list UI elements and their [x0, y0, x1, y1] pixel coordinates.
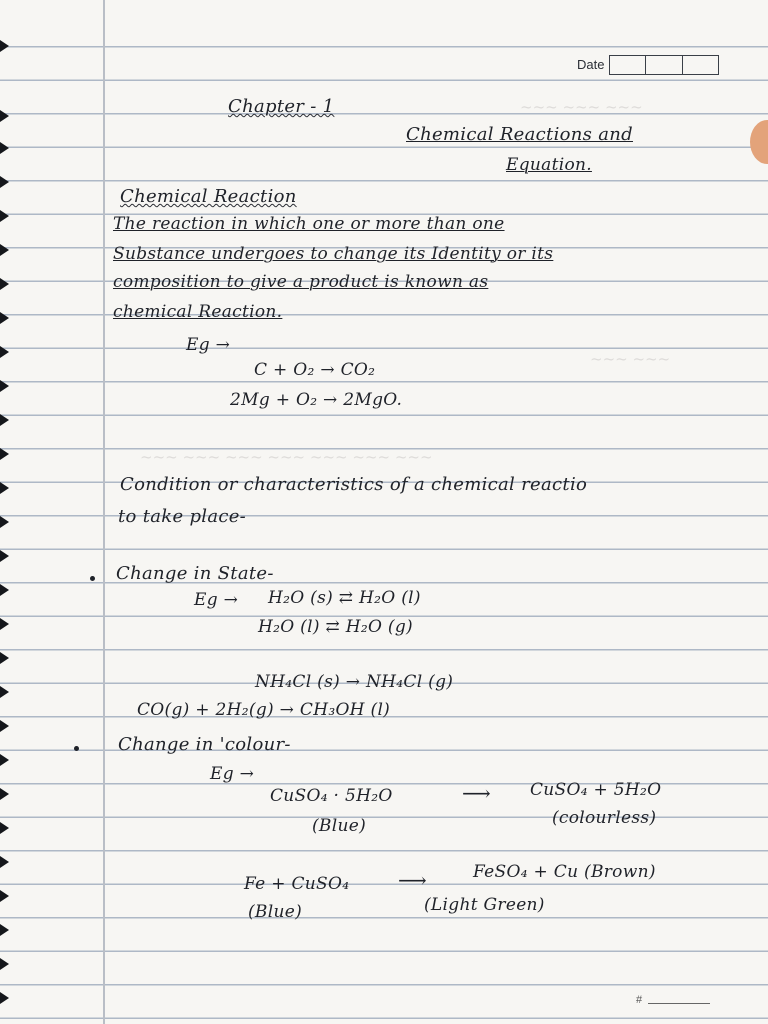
- definition-line: The reaction in which one or more than one: [113, 214, 505, 234]
- binding-hole: [0, 244, 9, 256]
- example-label: Eg →: [210, 764, 255, 784]
- page-number-mark: #: [636, 994, 643, 1006]
- colour-note: (colourless): [552, 808, 657, 828]
- binding-hole: [0, 448, 9, 460]
- definition-line: chemical Reaction.: [113, 302, 283, 322]
- binding-hole: [0, 958, 9, 970]
- binding-hole: [0, 584, 9, 596]
- bleed-through-text: ~~~ ~~~ ~~~ ~~~ ~~~ ~~~ ~~~: [140, 448, 433, 466]
- section-heading: Chemical Reaction: [120, 186, 297, 207]
- date-label: Date: [577, 57, 605, 72]
- equation-right: FeSO₄ + Cu (Brown): [473, 862, 656, 882]
- bleed-through-text: ~~~ ~~~ ~~~: [520, 98, 643, 116]
- binding-hole: [0, 686, 9, 698]
- binding-hole: [0, 278, 9, 290]
- binding-hole: [0, 312, 9, 324]
- section-heading: Condition or characteristics of a chemical reactio: [120, 474, 588, 495]
- equation-right: CuSO₄ + 5H₂O: [530, 780, 662, 800]
- equation: C + O₂ → CO₂: [254, 360, 376, 380]
- binding-hole: [0, 40, 9, 52]
- binding-hole: [0, 176, 9, 188]
- date-cell: [683, 56, 718, 74]
- bullet: [74, 746, 79, 751]
- binding-hole: [0, 788, 9, 800]
- binding-hole: [0, 346, 9, 358]
- margin-line: [103, 0, 105, 1024]
- equation-left: Fe + CuSO₄: [244, 874, 350, 894]
- subheading: Change in State-: [116, 563, 274, 584]
- binding-hole: [0, 482, 9, 494]
- bullet: [90, 576, 95, 581]
- equation: CO(g) + 2H₂(g) → CH₃OH (l): [137, 700, 391, 720]
- example-label: Eg →: [186, 335, 231, 355]
- reaction-arrow: ⟶: [462, 781, 491, 805]
- equation: H₂O (l) ⇄ H₂O (g): [258, 617, 413, 637]
- example-label: Eg →: [194, 590, 239, 610]
- bleed-through-text: ~~~ ~~~: [590, 350, 671, 368]
- binding-hole: [0, 652, 9, 664]
- binding-hole: [0, 822, 9, 834]
- binding-hole: [0, 414, 9, 426]
- definition-line: composition to give a product is known as: [113, 272, 489, 292]
- date-cell: [646, 56, 682, 74]
- binding-hole: [0, 142, 9, 154]
- binding-hole: [0, 992, 9, 1004]
- page-number-line: [648, 1003, 710, 1004]
- equation: H₂O (s) ⇄ H₂O (l): [268, 588, 421, 608]
- equation-left: CuSO₄ · 5H₂O: [270, 786, 393, 806]
- binding-hole: [0, 720, 9, 732]
- binding-hole: [0, 550, 9, 562]
- page-edge-tab: [750, 120, 768, 164]
- chapter-subject-line2: Equation.: [506, 155, 592, 175]
- subheading: Change in 'colour-: [118, 734, 291, 755]
- equation: 2Mg + O₂ → 2MgO.: [230, 390, 403, 410]
- binding-hole: [0, 856, 9, 868]
- chapter-subject: Chemical Reactions and: [406, 124, 633, 145]
- chapter-title: Chapter - 1: [228, 96, 335, 117]
- binding-holes: [0, 0, 16, 1024]
- colour-note: (Light Green): [424, 895, 545, 915]
- equation: NH₄Cl (s) → NH₄Cl (g): [255, 672, 454, 692]
- binding-hole: [0, 110, 9, 122]
- binding-hole: [0, 924, 9, 936]
- binding-hole: [0, 210, 9, 222]
- colour-note: (Blue): [312, 816, 367, 836]
- binding-hole: [0, 380, 9, 392]
- binding-hole: [0, 516, 9, 528]
- date-box[interactable]: [609, 55, 719, 75]
- binding-hole: [0, 890, 9, 902]
- date-cell: [610, 56, 646, 74]
- definition-line: Substance undergoes to change its Identity or its: [113, 244, 554, 264]
- section-heading-line2: to take place-: [118, 506, 247, 527]
- colour-note: (Blue): [248, 902, 303, 922]
- reaction-arrow: ⟶: [398, 868, 427, 892]
- binding-hole: [0, 618, 9, 630]
- binding-hole: [0, 754, 9, 766]
